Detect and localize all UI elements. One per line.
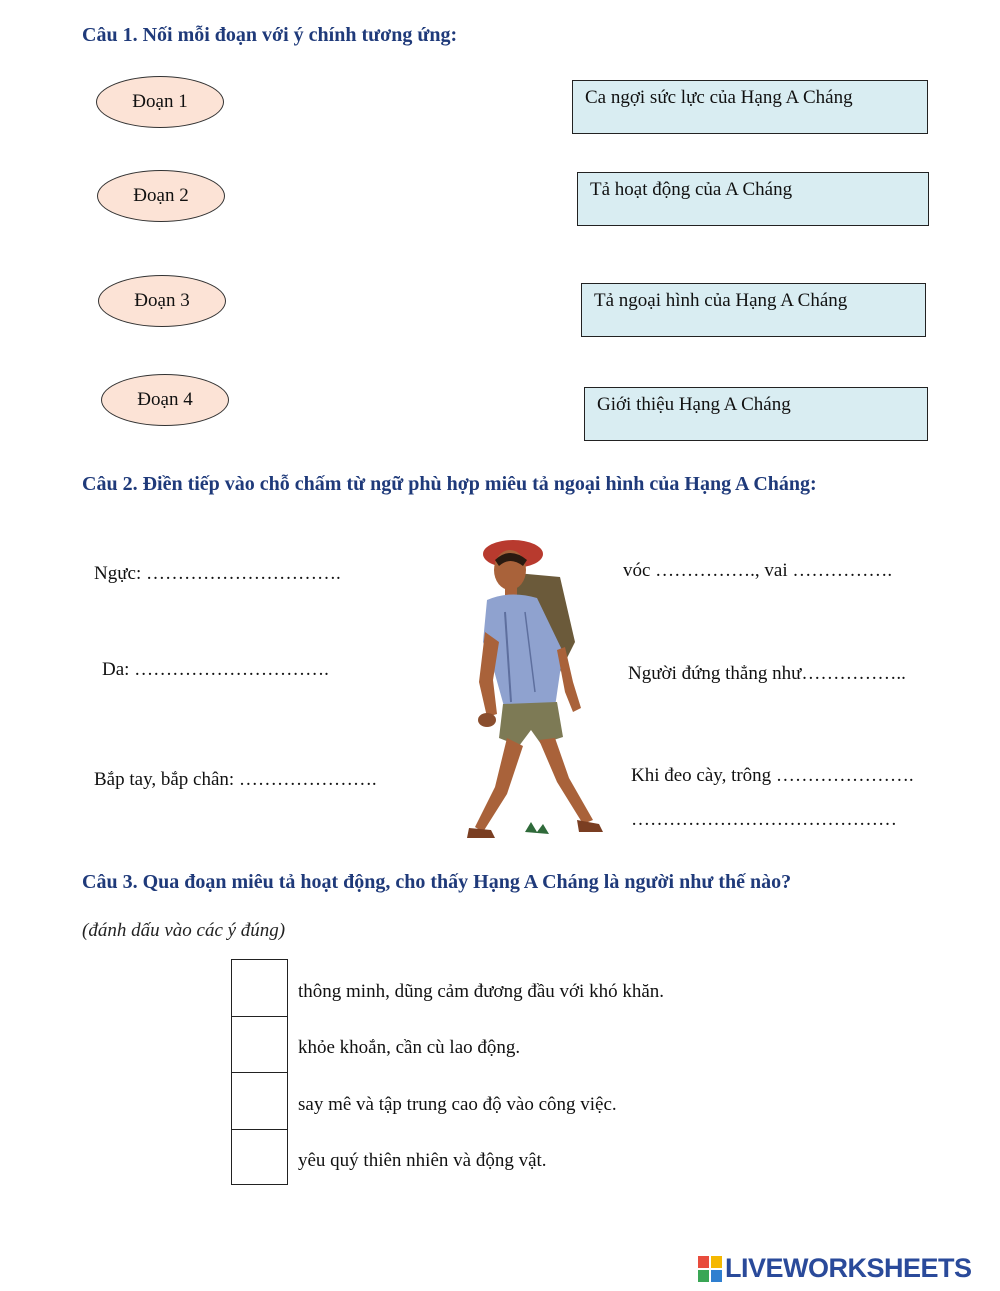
- fill-skin[interactable]: Da: ………………………….: [102, 659, 329, 680]
- fill-arms-legs[interactable]: Bắp tay, bắp chân: ………………….: [94, 769, 377, 790]
- answer-checkbox-4[interactable]: [231, 1129, 288, 1186]
- liveworksheets-logo: [698, 1253, 972, 1284]
- answer-option-3: say mê và tập trung cao độ vào công việc.: [298, 1094, 617, 1115]
- answer-checkbox-3[interactable]: [231, 1072, 288, 1129]
- main-idea-box-1[interactable]: Ca ngợi sức lực của Hạng A Cháng: [572, 80, 928, 134]
- main-idea-box-4[interactable]: Giới thiệu Hạng A Cháng: [584, 387, 928, 441]
- question-3-heading: Câu 3. Qua đoạn miêu tả hoạt động, cho thấy Hạng A Cháng là người như thế nào?: [82, 871, 792, 893]
- answer-option-2: khỏe khoắn, cần cù lao động.: [298, 1037, 521, 1058]
- question-3-instruction: (đánh dấu vào các ý đúng): [82, 920, 286, 941]
- fill-continuation-line[interactable]: ……………………………………: [631, 809, 897, 830]
- paragraph-oval-4[interactable]: Đoạn 4: [101, 374, 229, 426]
- fill-stands-like[interactable]: Người đứng thẳng như……………..: [628, 663, 906, 684]
- answer-option-1: thông minh, dũng cảm đương đầu với khó khăn.: [298, 981, 665, 1002]
- answer-option-4: yêu quý thiên nhiên và động vật.: [298, 1150, 547, 1171]
- answer-checkbox-1[interactable]: [231, 959, 288, 1016]
- fill-carrying-plough[interactable]: Khi đeo cày, trông ………………….: [631, 765, 914, 786]
- answer-checkbox-column: [231, 959, 288, 1185]
- question-1-heading: Câu 1. Nối mỗi đoạn với ý chính tương ứng:: [82, 24, 458, 46]
- paragraph-oval-1[interactable]: Đoạn 1: [96, 76, 224, 128]
- main-idea-box-3[interactable]: Tả ngoại hình của Hạng A Cháng: [581, 283, 926, 337]
- liveworksheets-logo-icon: [698, 1256, 722, 1282]
- paragraph-oval-2[interactable]: Đoạn 2: [97, 170, 225, 222]
- fill-chest[interactable]: Ngực: ………………………….: [94, 563, 341, 584]
- answer-checkbox-2[interactable]: [231, 1016, 288, 1073]
- paragraph-oval-3[interactable]: Đoạn 3: [98, 275, 226, 327]
- fill-build-shoulders[interactable]: vóc ……………., vai …………….: [623, 560, 893, 581]
- main-idea-box-2[interactable]: Tả hoạt động của A Cháng: [577, 172, 929, 226]
- liveworksheets-logo-text: LIVEWORKSHEETS: [725, 1253, 972, 1283]
- question-2-heading: Câu 2. Điền tiếp vào chỗ chấm từ ngữ phù hợp miêu tả ngoại hình của Hạng A Cháng:: [82, 473, 817, 495]
- walking-man-illustration: [465, 532, 613, 864]
